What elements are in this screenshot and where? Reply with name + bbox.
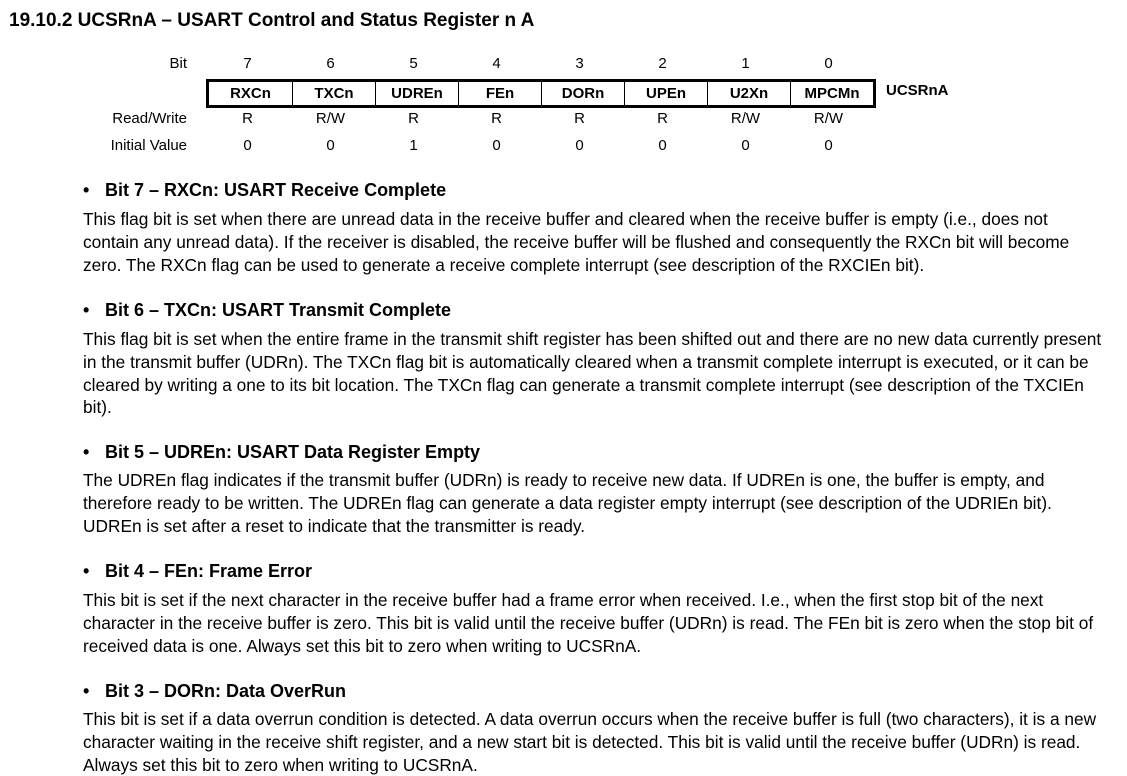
bit-name-box bbox=[206, 79, 876, 108]
bit-name-cell: UPEn bbox=[624, 82, 707, 105]
bit-number: 3 bbox=[575, 55, 584, 72]
bit-number: 2 bbox=[658, 55, 667, 72]
rw-value: R bbox=[242, 110, 253, 127]
bit-row-label: Bit bbox=[169, 55, 187, 72]
bit-number: 1 bbox=[741, 55, 750, 72]
bit-paragraph: This flag bit is set when there are unread data in the receive buffer and cleared when the receive buffer is empty (i.e., does not contain any unread data). If the receiver is disabled, the receive buffer will be flushed and consequently the RXCn bit will become zero. The RXCn flag can be used to generate a receive complete interrupt (see description of the RXCIEn bit). bbox=[83, 209, 1070, 275]
read-write-label: Read/Write bbox=[112, 110, 187, 127]
init-value: 0 bbox=[658, 137, 667, 154]
init-value: 1 bbox=[409, 137, 418, 154]
rw-value: R bbox=[657, 110, 668, 127]
bit-name-cell: MPCMn bbox=[790, 82, 873, 105]
bullet-icon: • bbox=[83, 300, 90, 320]
init-value: 0 bbox=[492, 137, 501, 154]
rw-value: R bbox=[491, 110, 502, 127]
init-value: 0 bbox=[575, 137, 584, 154]
init-value: 0 bbox=[741, 137, 750, 154]
bullet-icon: • bbox=[83, 180, 90, 200]
init-value: 0 bbox=[824, 137, 833, 154]
bit-name-cell: TXCn bbox=[292, 82, 375, 105]
bit-heading: Bit 3 – DORn: Data OverRun bbox=[105, 681, 347, 701]
bit-number: 6 bbox=[326, 55, 335, 72]
bit-name-cell: FEn bbox=[458, 82, 541, 105]
init-value: 0 bbox=[243, 137, 252, 154]
register-name: UCSRnA bbox=[886, 82, 949, 99]
rw-value: R/W bbox=[315, 110, 346, 127]
rw-value: R/W bbox=[730, 110, 761, 127]
bit-paragraph: This bit is set if the next character in the receive buffer had a frame error when received. I.e., when the first stop bit of the next character in the receive buffer is zero. This bit is valid until the receive buffer (UDRn) is read. The FEn bit is zero when the stop bit of received data is one. Always set this bit to zero when writing to UCSRnA. bbox=[83, 590, 1094, 656]
rw-value: R bbox=[408, 110, 419, 127]
bit-paragraph: This bit is set if a data overrun condition is detected. A data overrun occurs when the receive buffer is full (two characters), it is a new character waiting in the receive shift register, and a new start bit is detected. This bit is valid until the receive buffer (UDRn) is read. Always set this bit to zero when writing to UCSRnA. bbox=[83, 709, 1097, 775]
bit-number: 4 bbox=[492, 55, 501, 72]
register-table bbox=[0, 0, 1127, 170]
bit-number: 7 bbox=[243, 55, 252, 72]
bullet-icon: • bbox=[83, 561, 90, 581]
bit-name-cell: DORn bbox=[541, 82, 624, 105]
bit-name-cell: U2Xn bbox=[707, 82, 790, 105]
bit-name-cell: UDREn bbox=[375, 82, 458, 105]
bit-paragraph: The UDREn flag indicates if the transmit buffer (UDRn) is ready to receive new data. If UDREn is one, the buffer is empty, and therefore ready to be written. The UDREn flag can generate a data register empty interrupt (see description of the UDRIEn bit). UDREn is set after a reset to indicate that the transmitter is ready. bbox=[83, 470, 1052, 536]
bit-heading: Bit 5 – UDREn: USART Data Register Empty bbox=[105, 442, 481, 462]
bit-paragraph: This flag bit is set when the entire frame in the transmit shift register has been shifted out and there are no new data currently present in the transmit buffer (UDRn). The TXCn flag bit is automatically cleared when a transmit complete interrupt is executed, or it can be cleared by writing a one to its bit location. The TXCn flag can generate a transmit complete interrupt (see description of the TXCIEn bit). bbox=[83, 329, 1102, 418]
initial-value-label: Initial Value bbox=[110, 137, 187, 154]
bit-heading: Bit 7 – RXCn: USART Receive Complete bbox=[105, 180, 447, 200]
bit-heading: Bit 4 – FEn: Frame Error bbox=[105, 561, 313, 581]
bullet-icon: • bbox=[83, 681, 90, 701]
bit-number: 0 bbox=[824, 55, 833, 72]
rw-value: R/W bbox=[813, 110, 844, 127]
bullet-icon: • bbox=[83, 442, 90, 462]
bit-name-cell: RXCn bbox=[230, 85, 271, 102]
bit-number: 5 bbox=[409, 55, 418, 72]
bit-heading: Bit 6 – TXCn: USART Transmit Complete bbox=[105, 300, 452, 320]
init-value: 0 bbox=[326, 137, 335, 154]
rw-value: R bbox=[574, 110, 585, 127]
section-title: 19.10.2 UCSRnA – USART Control and Status Register n A bbox=[9, 10, 535, 31]
